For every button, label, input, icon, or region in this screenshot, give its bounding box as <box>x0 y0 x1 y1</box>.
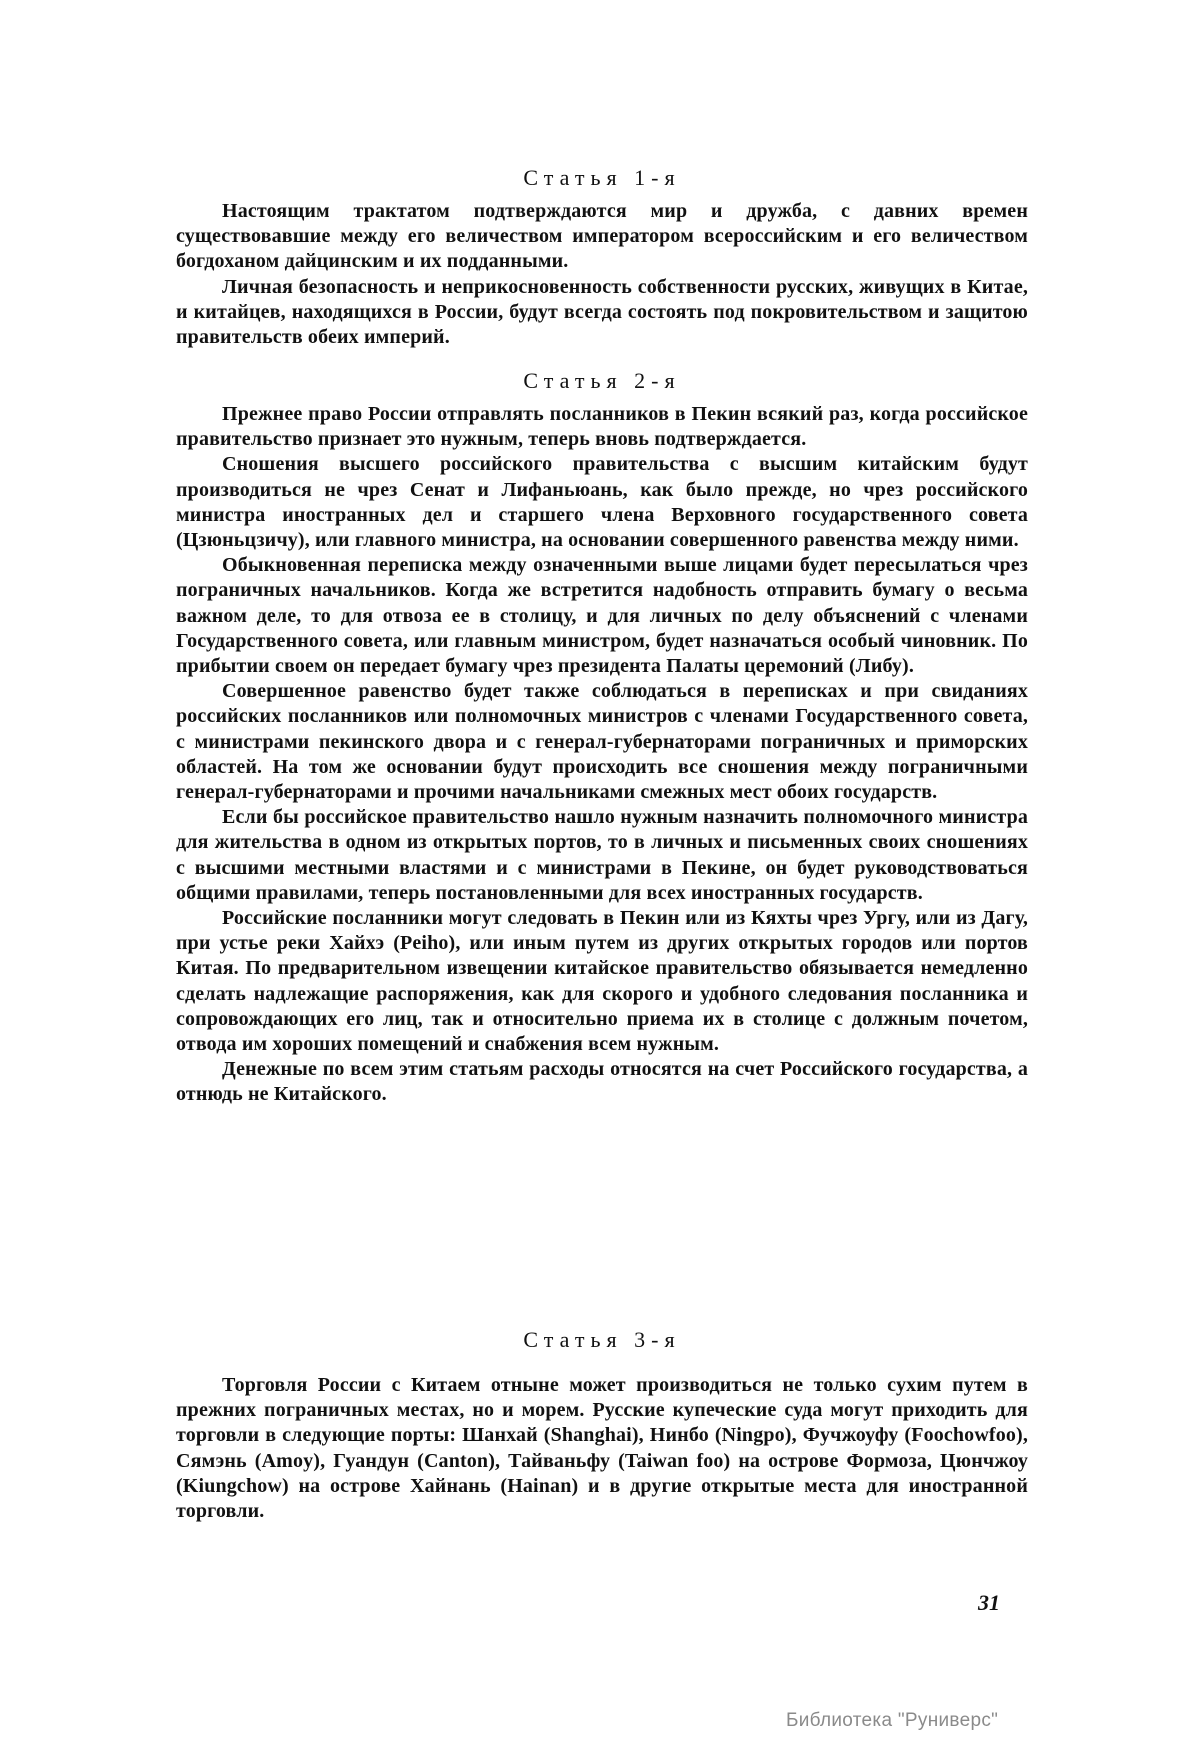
article-paragraph: Если бы российское правительство нашло нужным назначить полномочного министра для жительства в одном из открытых портов, то в личных и письменных своих сношениях с высшими местными властями и с министрами в Пекине, он будет руководствоваться общими правилами, теперь постановленными для всех иностранных государств. <box>176 806 1028 904</box>
article-paragraph: Прежнее право России отправлять посланников в Пекин всякий раз, когда российское правительство признает это нужным, теперь вновь подтверждается. <box>176 403 1028 451</box>
article-paragraph: Совершенное равенство будет также соблюдаться в переписках и при свиданиях российских посланников или полномочных министров с членами Государственного совета, с министрами пекинского двора и с генерал-губернаторами пограничных и приморских областей. На том же основании будут происходить все сношения между пограничными генерал-губернаторами и прочими начальниками смежных мест обоих государств. <box>176 680 1028 804</box>
article-heading: Статья 2-я <box>523 368 681 393</box>
article-heading: Статья 1-я <box>523 165 681 190</box>
article-paragraph: Российские посланники могут следовать в Пекин или из Кяхты чрез Ургу, или из Дагу, при устье реки Хайхэ (Peiho), или иным путем из других открытых городов или портов Китая. По предварительном извещении китайское правительство обязывается немедленно сделать надлежащие распоряжения, как для скорого и удобного следования посланника и сопровождающих его лиц, так и относительно приема их в столице с должным почетом, отвода им хороших помещений и снабжения всем нужным. <box>176 907 1028 1056</box>
article-paragraph: Сношения высшего российского правительства с высшим китайским будут производиться не чрез Сенат и Лифаньюань, как было прежде, но чрез российского министра иностранных дел и старшего члена Верховного государственного совета (Цзюньцзичу), или главного министра, на основании совершенного равенства между ними. <box>176 453 1028 552</box>
article-3 <box>176 1327 1028 1524</box>
library-watermark: Библиотека "Руниверс" <box>786 1710 999 1731</box>
article-paragraph: Денежные по всем этим статьям расходы относятся на счет Российского государства, а отнюдь не Китайского. <box>176 1058 1028 1106</box>
article-2 <box>176 368 1028 1108</box>
article-1 <box>176 165 1028 350</box>
article-paragraph: Обыкновенная переписка между означенными выше лицами будет пересылаться чрез пограничных начальников. Когда же встретится надобность отправить бумагу о весьма важном деле, то для отвоза ее в столицу, и для личных по делу объяснений с членами Государственного совета, или главным министром, будет назначаться особый чиновник. По прибытии своем он передает бумагу чрез президента Палаты церемоний (Либу). <box>176 554 1028 678</box>
article-paragraph: Настоящим трактатом подтверждаются мир и дружба, с давних времен существовавшие между его величеством императором всероссийским и его величеством богдоханом дайцинским и их подданными. <box>176 200 1028 273</box>
article-heading: Статья 3-я <box>523 1327 681 1352</box>
article-paragraph: Торговля России с Китаем отныне может производиться не только сухим путем в прежних пограничных местах, но и морем. Русские купеческие суда могут приходить для торговли в следующие порты: Шанхай (Shanghai), Нинбо (Ningpo), Фучжоуфу (Foochowfoo), Сямэнь (Amoy), Гуандун (Canton), Тайваньфу (Taiwan foo) на острове Формоза, Цюнчжоу (Kiungchow) на острове Хайнань (Hainan) и в другие открытые места для иностранной торговли. <box>176 1374 1028 1523</box>
page-number: 31 <box>978 1590 1000 1615</box>
article-paragraph: Личная безопасность и неприкосновенность собственности русских, живущих в Китае, и китайцев, находящихся в России, будут всегда состоять под покровительством и защитою правительств обеих империй. <box>176 275 1028 349</box>
